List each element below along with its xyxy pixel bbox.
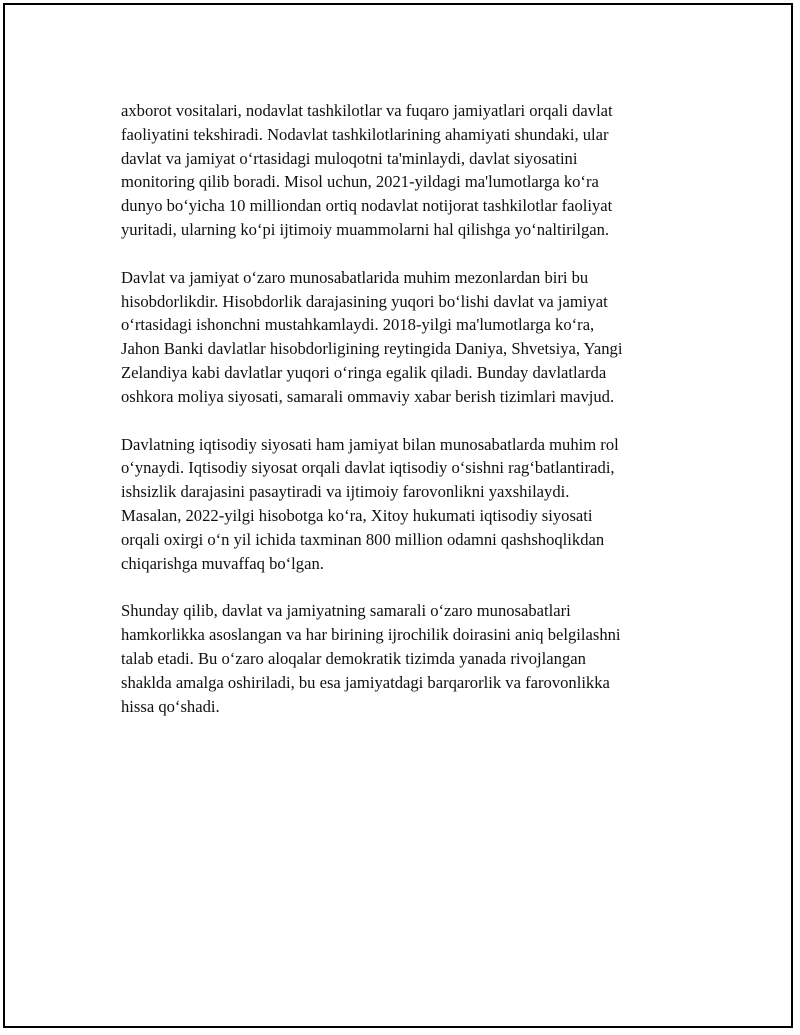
paragraph-2: Davlat va jamiyat o‘zaro munosabatlarida muhim mezonlardan biri bu hisobdorlikdir. Hisobdorlik darajasining yuqori bo‘lishi davlat va jamiyat o‘rtasidagi ishonchni mustahkamlaydi. 2018-yilgi ma'lumotlarga ko‘ra, Jahon Banki davlatlar hisobdorligining reytingida Daniya, Shvetsiya, Yangi Zelandiya kabi davlatlar yuqori o‘ringa egalik qiladi. Bunday davlatlarda oshkora moliya siyosati, samarali ommaviy xabar berish tizimlari mavjud. (121, 267, 623, 406)
paragraph-1: axborot vositalari, nodavlat tashkilotlar va fuqaro jamiyatlari orqali davlat faoliyatini tekshiradi. Nodavlat tashkilotlarining ahamiyati shundaki, ular davlat va jamiyat o‘rtasidagi muloqotni ta'minlaydi, davlat siyosatini monitoring qilib boradi. Misol uchun, 2021-yildagi ma'lumotlarga ko‘ra dunyo bo‘yicha 10 milliondan ortiq nodavlat notijorat tashkilotlar faoliyat yuritadi, ularning ko‘pi ijtimoiy muammolarni hal qilishga yo‘naltirilgan. (121, 101, 613, 239)
document-body (121, 99, 691, 742)
paragraph-4: Shunday qilib, davlat va jamiyatning samarali o‘zaro munosabatlari hamkorlikka asoslangan va har birining ijrochilik doirasini aniq belgilashni talab etadi. Bu o‘zaro aloqalar demokratik tizimda yanada rivojlangan shaklda amalga oshiriladi, bu esa jamiyatdagi barqarorlik va farovonlikka hissa qo‘shadi. (121, 601, 621, 716)
paragraph-3: Davlatning iqtisodiy siyosati ham jamiyat bilan munosabatlarda muhim rol o‘ynaydi. Iqtisodiy siyosat orqali davlat iqtisodiy o‘sishni rag‘batlantiradi, ishsizlik darajasini pasaytiradi va ijtimoiy farovonlikni yaxshilaydi. Masalan, 2022-yilgi hisobotga ko‘ra, Xitoy hukumati iqtisodiy siyosati orqali oxirgi o‘n yil ichida taxminan 800 million odamni qashshoqlikdan chiqarishga muvaffaq bo‘lgan. (121, 434, 619, 573)
document-page (3, 3, 793, 1028)
